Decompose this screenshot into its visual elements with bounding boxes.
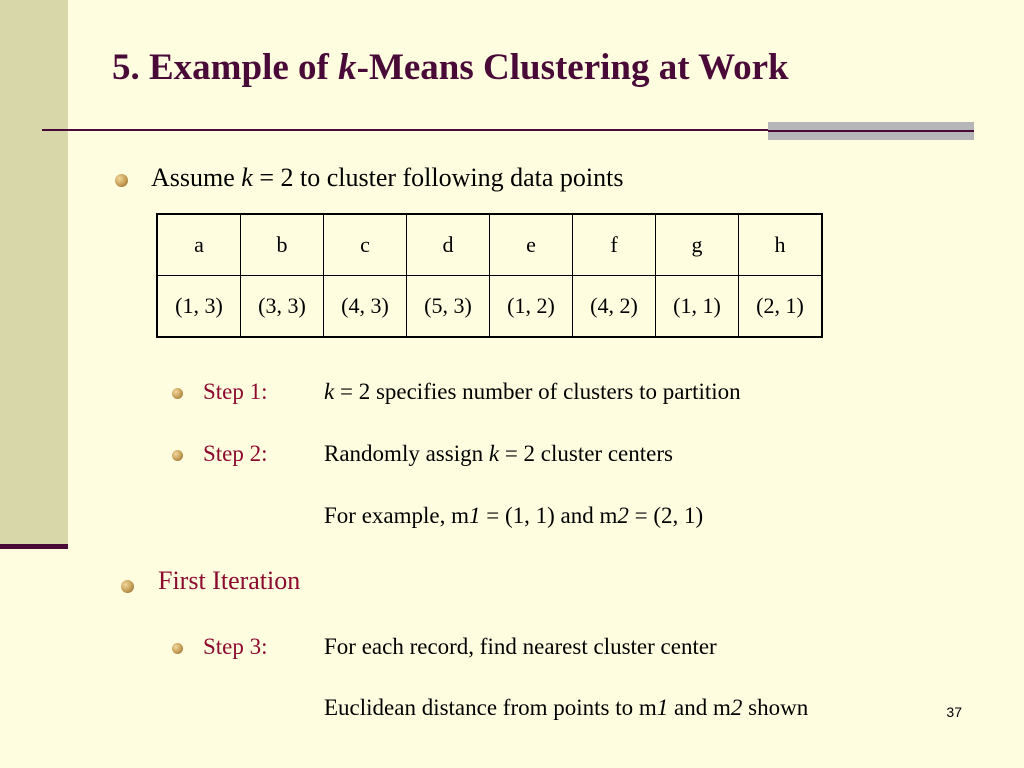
example-mid: = (1, 1) and m: [480, 503, 618, 528]
example-rest: = (2, 1): [628, 503, 704, 528]
step3-label: Step 3:: [203, 634, 268, 659]
table-value-row: [157, 276, 822, 338]
value-cell: (1, 3): [157, 276, 241, 338]
first-iteration-heading: First Iteration: [158, 566, 301, 595]
bullet-icon: [172, 450, 183, 461]
value-cell: (4, 3): [324, 276, 407, 338]
slide-title: [112, 46, 789, 89]
header-cell: d: [407, 214, 490, 276]
bullet-icon: [121, 580, 134, 593]
value-cell: (1, 2): [490, 276, 573, 338]
header-cell: a: [157, 214, 241, 276]
step1-label: Step 1:: [203, 379, 268, 404]
header-cell: f: [573, 214, 656, 276]
header-cell: b: [241, 214, 324, 276]
header-cell: c: [324, 214, 407, 276]
assume-pre: Assume: [151, 163, 242, 192]
euclid-n2: 2: [730, 695, 743, 720]
euclid-pre: Euclidean distance from points to m: [324, 695, 657, 720]
assume-line: [151, 163, 624, 193]
step1-text: [324, 379, 741, 405]
step2-k: k: [488, 441, 500, 466]
table-header-row: [157, 214, 822, 276]
step2-rest: = 2 cluster centers: [499, 441, 673, 466]
value-cell: (1, 1): [656, 276, 739, 338]
step2-label: Step 2:: [203, 441, 268, 466]
euclid-n1: 1: [656, 695, 669, 720]
euclid-rest: shown: [742, 695, 809, 720]
title-prefix: 5. Example of: [112, 47, 339, 88]
value-cell: (5, 3): [407, 276, 490, 338]
title-rest: Means Clustering at Work: [368, 47, 789, 88]
step2-text: [324, 441, 673, 467]
value-cell: (3, 3): [241, 276, 324, 338]
bullet-icon: [172, 643, 183, 654]
value-cell: (2, 1): [739, 276, 823, 338]
step3-text: For each record, find nearest cluster center: [324, 634, 717, 659]
step1-k: k: [324, 379, 335, 404]
title-accent-line: [768, 130, 974, 132]
example-n1: 1: [469, 503, 481, 528]
header-cell: e: [490, 214, 573, 276]
euclid-mid: and m: [668, 695, 731, 720]
sidebar-band: [0, 0, 68, 548]
example-pre: For example, m: [324, 503, 469, 528]
title-dash: -: [356, 47, 369, 88]
data-points-table: [156, 213, 823, 338]
example-n2: 2: [617, 503, 629, 528]
euclid-text: [324, 695, 808, 721]
sidebar-rule: [0, 544, 68, 549]
title-k: k: [338, 47, 357, 88]
header-cell: h: [739, 214, 823, 276]
header-cell: g: [656, 214, 739, 276]
bullet-icon: [172, 388, 183, 399]
assume-rest: = 2 to cluster following data points: [252, 163, 624, 192]
bullet-icon: [115, 174, 128, 187]
example-text: [324, 503, 703, 529]
page-number: 37: [946, 704, 962, 720]
step1-rest: = 2 specifies number of clusters to partition: [334, 379, 741, 404]
assume-k: k: [241, 163, 253, 192]
value-cell: (4, 2): [573, 276, 656, 338]
step2-pre: Randomly assign: [324, 441, 489, 466]
